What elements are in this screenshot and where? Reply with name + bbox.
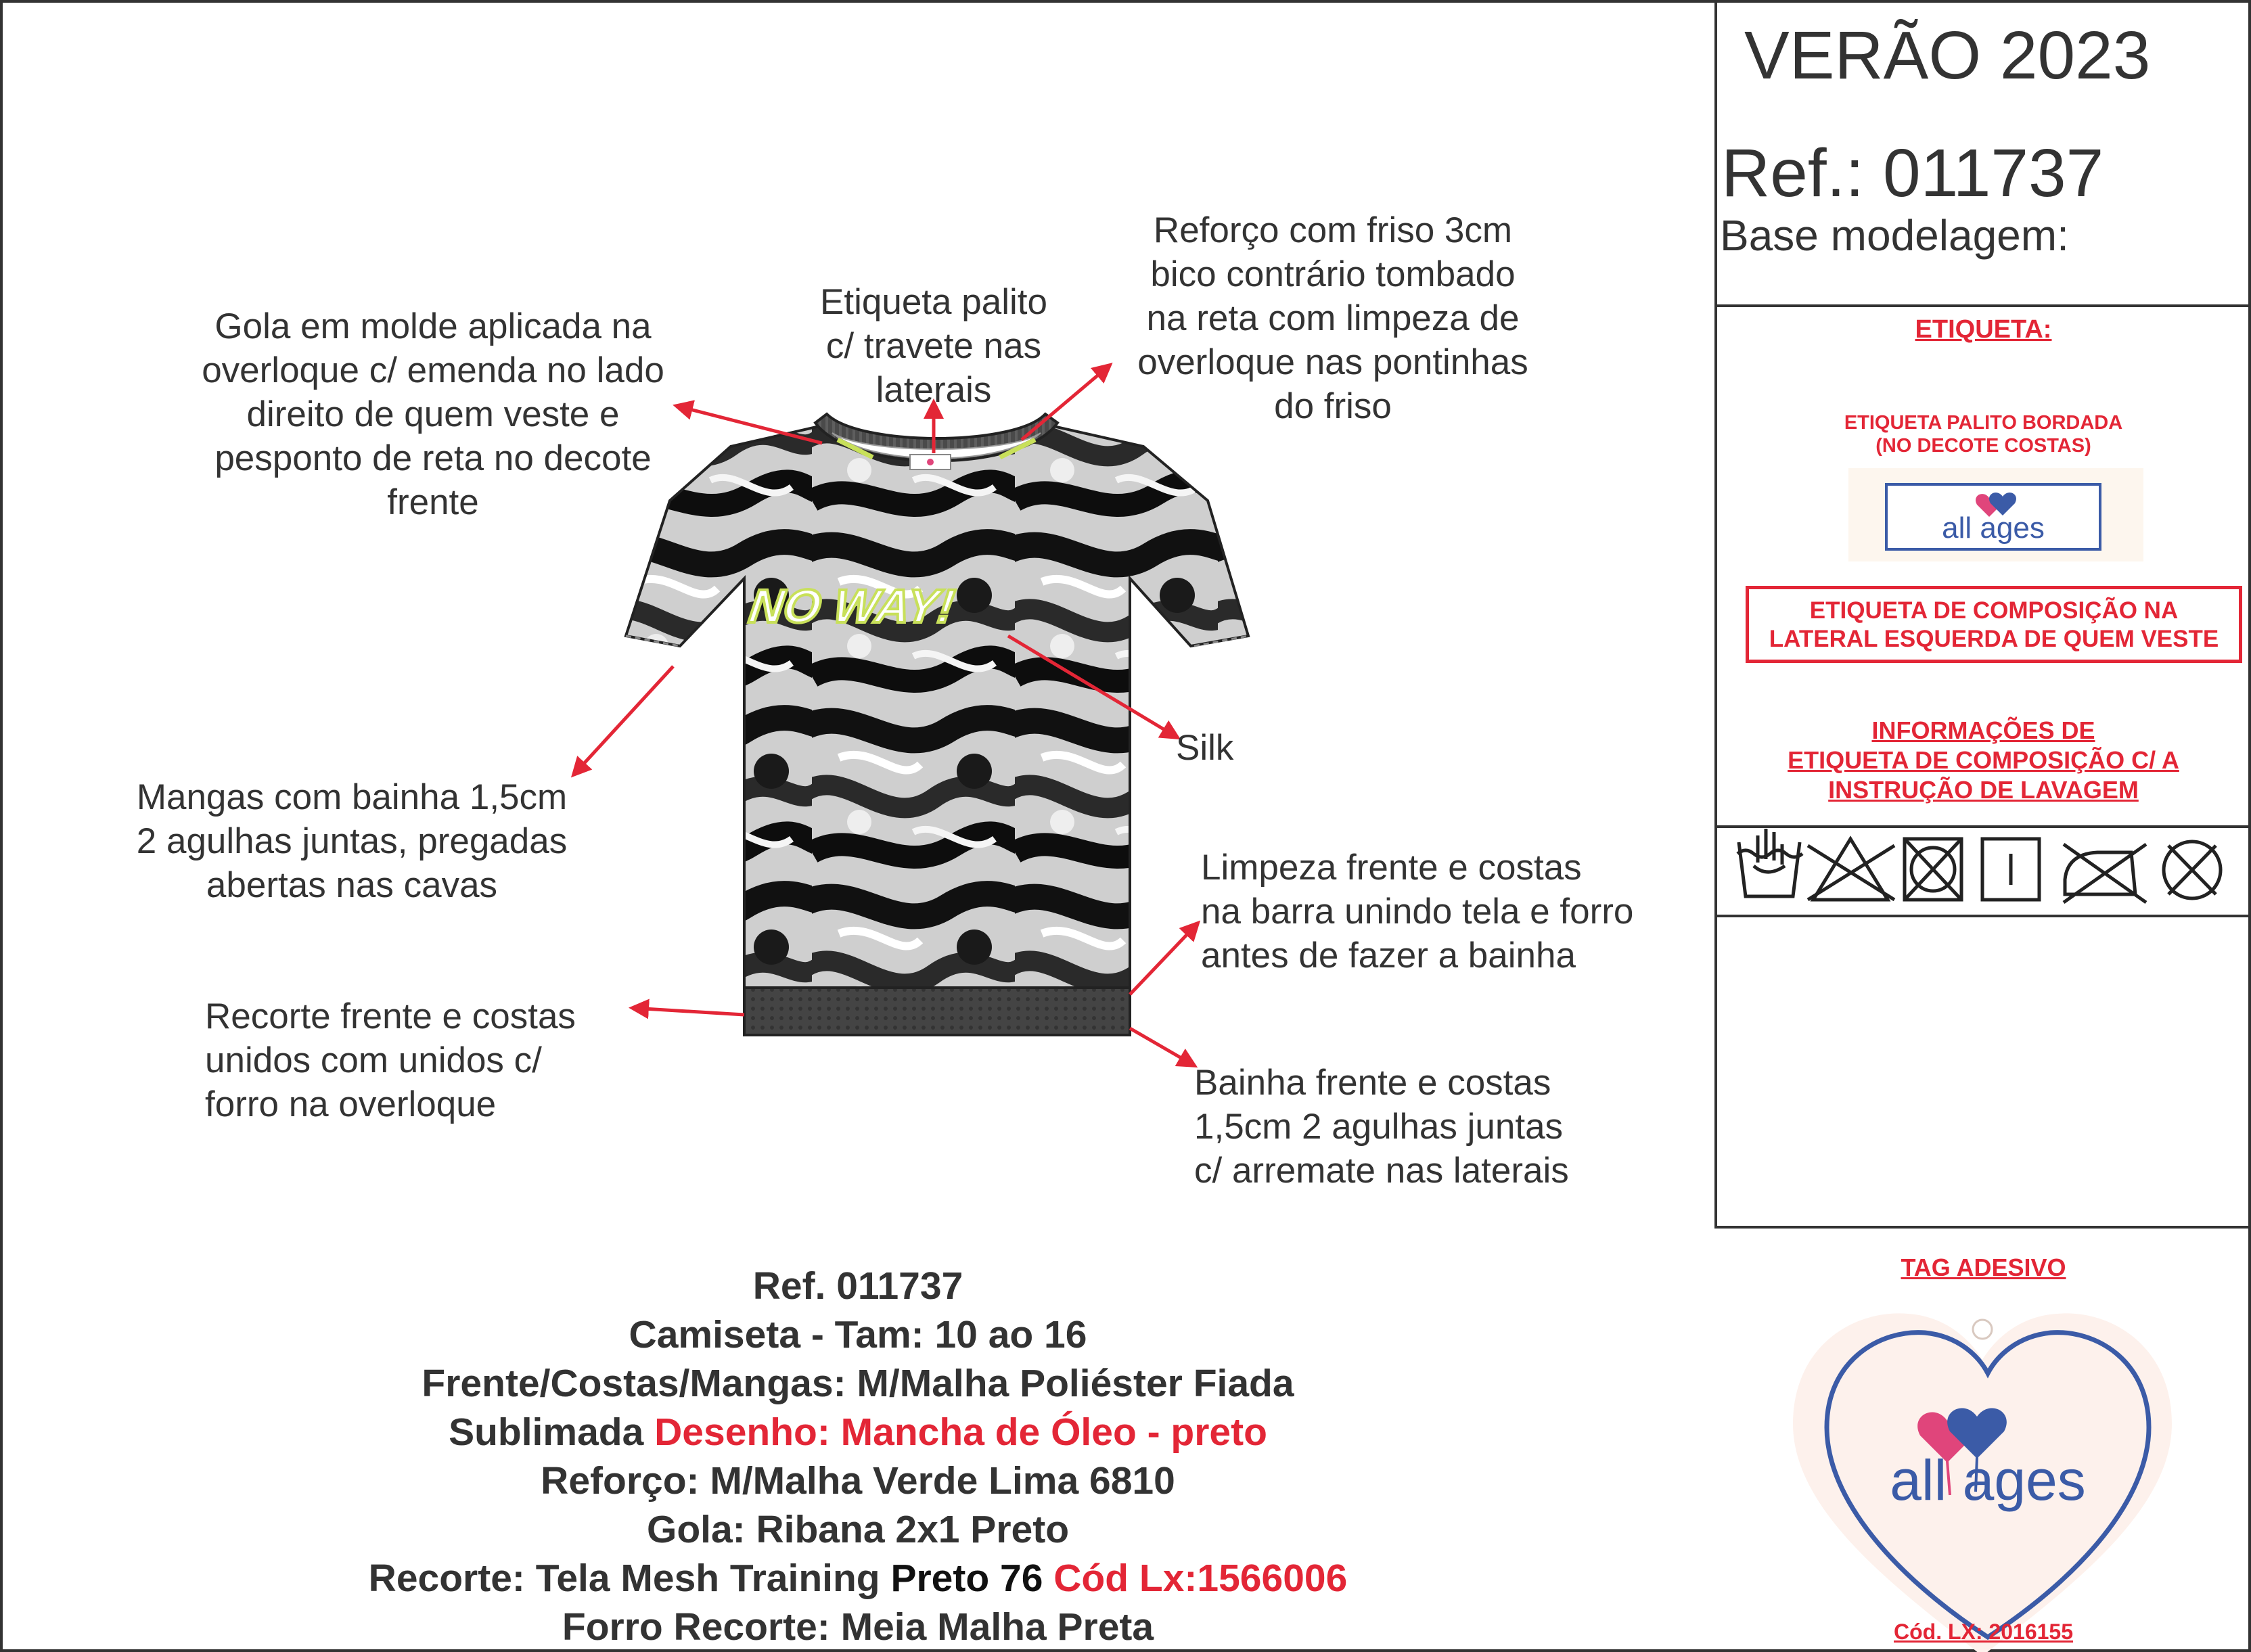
annotation-recorte: Recorte frente e costas unidos com unidos c/ forro na overloque	[205, 996, 576, 1124]
spec-recorte-code: Cód Lx:1566006	[1053, 1557, 1348, 1600]
spec-recorte-label: Recorte: Tela Mesh Training	[368, 1557, 880, 1600]
spec-sublimada-design: Desenho: Mancha de Óleo - preto	[654, 1410, 1267, 1454]
spec-sublimada-label: Sublimada	[449, 1410, 644, 1454]
annotation-reforco: Reforço com friso 3cm bico contrário tombado na reta com limpeza de overloque nas pontinhas do friso	[1137, 210, 1528, 426]
spec-product: Camiseta - Tam: 10 ao 16	[629, 1313, 1087, 1356]
annotation-etiqueta-palito: Etiqueta palito c/ travete nas laterais	[820, 282, 1047, 410]
spec-recorte-color: Preto 76	[890, 1557, 1043, 1600]
composicao-text: ETIQUETA DE COMPOSIÇÃO NA LATERAL ESQUERDA DE QUEM VESTE	[1769, 597, 2219, 652]
spec-ref: Ref. 011737	[752, 1264, 963, 1308]
tag-adesivo-title: TAG ADESIVO	[1901, 1254, 2066, 1281]
tag-code: Cód. LX: 2016155	[1894, 1620, 2073, 1644]
tag-brand-text: all ages	[1890, 1448, 2086, 1512]
spec-sublimada	[0, 1408, 1716, 1456]
season-title: VERÃO 2023	[1744, 18, 2151, 93]
spec-forro: Forro Recorte: Meia Malha Preta	[562, 1605, 1154, 1649]
annotation-mangas: Mangas com bainha 1,5cm 2 agulhas juntas, pregadas abertas nas cavas	[136, 777, 568, 905]
annotation-silk: Silk	[1176, 728, 1234, 768]
annotation-bainha: Bainha frente e costas 1,5cm 2 agulhas juntas c/ arremate nas laterais	[1194, 1063, 1569, 1191]
etiqueta-title: ETIQUETA:	[1915, 315, 2052, 344]
print-text: NO WAY!	[746, 579, 958, 633]
annotation-gola: Gola em molde aplicada na overloque c/ emenda no lado direito de quem veste e pesponto de reta no decote frente	[202, 306, 664, 522]
info-lavagem-text: INFORMAÇÕES DE ETIQUETA DE COMPOSIÇÃO C/ A INSTRUÇÃO DE LAVAGEM	[1788, 716, 2179, 804]
ref-title: Ref.: 011737	[1721, 135, 2104, 211]
spec-recorte	[0, 1555, 1716, 1603]
spec-gola: Gola: Ribana 2x1 Preto	[646, 1508, 1070, 1551]
etiqueta-palito-text: ETIQUETA PALITO BORDADA (NO DECOTE COSTAS)	[1844, 412, 2123, 457]
base-modelagem-label: Base modelagem:	[1720, 211, 2069, 260]
annotation-limpeza: Limpeza frente e costas na barra unindo tela e forro antes de fazer a bainha	[1201, 848, 1634, 976]
palito-brand-text: all ages	[1942, 511, 2045, 545]
spec-fabric: Frente/Costas/Mangas: M/Malha Poliéster Fiada	[422, 1362, 1294, 1405]
spec-reforco: Reforço: M/Malha Verde Lima 6810	[541, 1459, 1175, 1502]
